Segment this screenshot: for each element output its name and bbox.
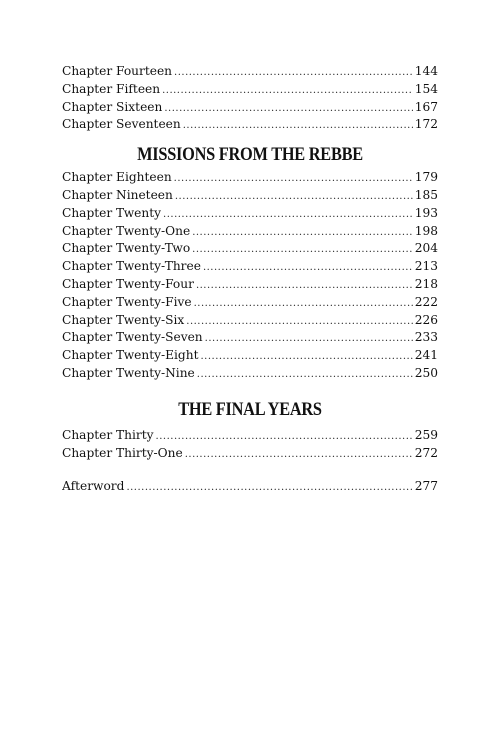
toc-dot-leader	[162, 82, 413, 99]
toc-entry-title: Chapter Nineteen	[62, 187, 173, 202]
toc-dot-leader	[185, 446, 413, 463]
toc-entry-title: Chapter Twenty-Six	[62, 312, 185, 327]
toc-entry-title: Chapter Twenty	[62, 205, 162, 220]
toc-entry-page: 233	[414, 330, 438, 345]
toc-entry-title: Chapter Twenty-Eight	[62, 348, 199, 363]
toc-entry-title: Chapter Seventeen	[62, 117, 181, 132]
toc-entry	[62, 365, 438, 383]
toc-entry	[62, 240, 438, 258]
section-heading: THE FINAL YEARS	[178, 398, 322, 420]
toc-entry-title: Chapter Fifteen	[62, 81, 161, 96]
toc-entry-page: 213	[414, 259, 438, 274]
toc-entry-page: 250	[414, 365, 438, 380]
toc-entry	[62, 187, 438, 205]
toc-entry	[62, 478, 438, 496]
toc-entry-page: 204	[414, 241, 438, 256]
toc-dot-leader	[197, 366, 413, 383]
toc-entry-title: Chapter Twenty-Two	[62, 241, 191, 256]
toc-dot-leader	[200, 348, 412, 365]
toc-entry-page: 167	[414, 99, 438, 114]
toc-entry-title: Chapter Twenty-One	[62, 223, 191, 238]
toc-entry	[62, 427, 438, 445]
toc-entry-page: 241	[414, 348, 438, 363]
toc-dot-leader	[174, 170, 413, 187]
toc-entry-title: Chapter Twenty-Five	[62, 294, 192, 309]
toc-group-missions	[62, 169, 438, 383]
toc-entry-page: 272	[414, 445, 438, 460]
toc-dot-leader	[164, 100, 412, 117]
toc-entry	[62, 276, 438, 294]
toc-entry-title: Chapter Sixteen	[62, 99, 163, 114]
toc-entry-page: 259	[414, 427, 438, 442]
toc-entry-page: 179	[414, 170, 438, 185]
toc-dot-leader	[192, 224, 413, 241]
toc-entry-title: Chapter Fourteen	[62, 64, 173, 78]
toc-dot-leader	[203, 259, 413, 276]
toc-entry	[62, 63, 438, 81]
toc-entry-title: Chapter Thirty-One	[62, 445, 183, 460]
toc-entry	[62, 258, 438, 276]
section-heading: MISSIONS FROM THE REBBE	[137, 144, 363, 166]
toc-dot-leader	[174, 64, 413, 81]
toc-entry-page: 172	[414, 117, 438, 132]
toc-dot-leader	[183, 117, 413, 134]
toc-dot-leader	[163, 206, 413, 223]
toc-entry	[62, 205, 438, 223]
toc-entry-page: 185	[414, 187, 438, 202]
toc-group-back-matter	[62, 478, 438, 496]
toc-entry-page: 154	[414, 81, 438, 96]
toc-entry-title: Chapter Twenty-Seven	[62, 330, 203, 345]
toc-entry	[62, 116, 438, 134]
toc-entry-page: 198	[414, 223, 438, 238]
toc-dot-leader	[156, 428, 413, 445]
toc-entry-page: 193	[414, 205, 438, 220]
toc-entry-title: Chapter Thirty	[62, 427, 154, 442]
toc-entry	[62, 347, 438, 365]
toc-dot-leader	[186, 313, 412, 330]
table-of-contents	[62, 63, 438, 496]
toc-dot-leader	[192, 241, 413, 258]
toc-entry-page: 226	[414, 312, 438, 327]
toc-entry	[62, 445, 438, 463]
toc-dot-leader	[194, 295, 413, 312]
toc-entry-title: Chapter Twenty-Three	[62, 259, 201, 274]
toc-entry-page: 218	[414, 276, 438, 291]
toc-entry-title: Chapter Eighteen	[62, 170, 172, 185]
toc-group-final-years	[62, 427, 438, 463]
toc-entry-title: Chapter Twenty-Nine	[62, 365, 195, 380]
toc-dot-leader	[126, 479, 412, 496]
toc-group-continued	[62, 63, 438, 134]
toc-entry	[62, 169, 438, 187]
toc-dot-leader	[205, 330, 413, 347]
toc-entry	[62, 294, 438, 312]
toc-entry-title: Chapter Twenty-Four	[62, 276, 194, 291]
toc-entry	[62, 223, 438, 241]
toc-entry-page: 222	[414, 294, 438, 309]
toc-entry-page: 144	[414, 64, 438, 78]
toc-entry	[62, 312, 438, 330]
toc-dot-leader	[196, 277, 413, 294]
spacer	[62, 462, 438, 478]
toc-entry	[62, 329, 438, 347]
toc-entry-title: Afterword	[62, 479, 125, 494]
toc-entry	[62, 99, 438, 117]
toc-dot-leader	[175, 188, 413, 205]
toc-entry-page: 277	[414, 479, 438, 494]
toc-entry	[62, 81, 438, 99]
